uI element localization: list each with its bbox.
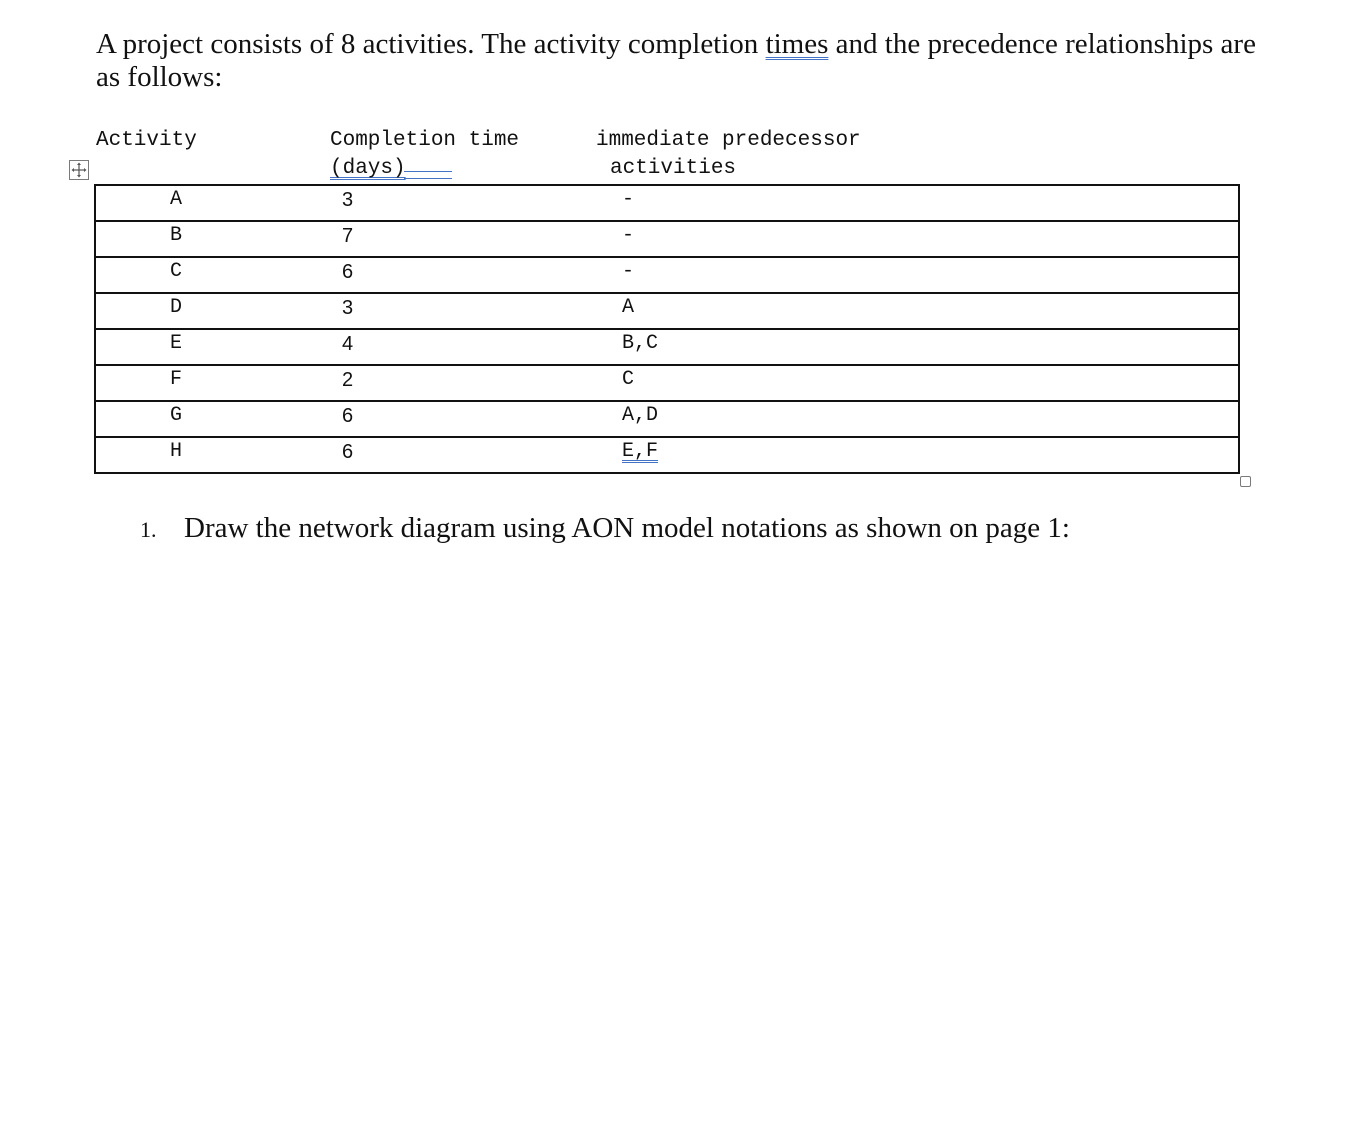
header-predecessor-line2: activities [610,157,737,180]
cell-completion-time [332,437,602,473]
intro-text-part1: A project consists of 8 activities. The activity completion [96,28,766,60]
table-row [95,365,1239,401]
cell-completion-time-text: 6 [342,405,354,427]
table-row [95,437,1239,473]
cell-completion-time-text: 3 [342,297,354,319]
cell-activity [95,185,332,221]
question-1 [140,511,1070,547]
table-row [95,185,1239,221]
cell-completion-time [332,185,602,221]
cell-activity [95,257,332,293]
question-number: 1. [140,517,157,542]
table-row [95,329,1239,365]
cell-completion-time-text: 3 [342,189,354,211]
cell-completion-time [332,401,602,437]
cell-activity-text: E [170,332,183,355]
cell-completion-time [332,257,602,293]
cell-completion-time [332,293,602,329]
cell-activity [95,437,332,473]
cell-activity-text: H [170,440,183,463]
cell-completion-time-text: 4 [342,333,354,355]
cell-predecessors-text: C [622,368,635,391]
cell-predecessors-text: - [622,260,635,283]
cell-activity [95,329,332,365]
cell-activity-text: B [170,224,183,247]
header-completion-time [330,127,519,183]
cell-activity [95,365,332,401]
cell-predecessors-text: A [622,296,635,319]
table-move-handle[interactable] [69,160,89,180]
cell-predecessors-text: E,F [622,440,659,463]
cell-activity-text: D [170,296,183,319]
cell-predecessors [602,293,1239,329]
header-predecessors [596,127,861,183]
cell-activity [95,293,332,329]
intro-paragraph [96,28,1256,94]
cell-completion-time-text: 2 [342,369,354,391]
intro-text-part2: and the precedence relationships are as follows: [96,28,1256,93]
cell-predecessors [602,401,1239,437]
cell-predecessors-text: - [622,224,635,247]
header-predecessor-line1: immediate predecessor [596,129,861,152]
cell-predecessors [602,329,1239,365]
cell-predecessors [602,365,1239,401]
header-completion-line1: Completion time [330,129,520,152]
cell-activity-text: G [170,404,183,427]
cell-predecessors-text: - [622,188,635,211]
question-text: Draw the network diagram using AON model notations as shown on page 1: [184,512,1070,544]
intro-flagged-word: times [765,28,829,60]
cell-activity-text: C [170,260,183,283]
cell-predecessors [602,185,1239,221]
table-resize-handle[interactable] [1240,476,1251,487]
spellcheck-underline-tail [404,171,452,179]
cell-predecessors [602,437,1239,473]
cell-completion-time-text: 7 [342,225,354,247]
move-arrows-icon [70,161,88,179]
cell-predecessors-text: B,C [622,332,659,355]
cell-completion-time-text: 6 [342,441,354,463]
activities-table [94,184,1240,474]
cell-completion-time [332,221,602,257]
cell-activity-text: A [170,188,183,211]
table-row [95,401,1239,437]
cell-activity [95,221,332,257]
header-completion-line2: (days) [330,157,406,180]
cell-predecessors [602,221,1239,257]
table-row [95,221,1239,257]
cell-completion-time [332,329,602,365]
cell-completion-time [332,365,602,401]
cell-completion-time-text: 6 [342,261,354,283]
cell-predecessors [602,257,1239,293]
cell-activity [95,401,332,437]
cell-activity-text: F [170,368,183,391]
table-row [95,257,1239,293]
table-row [95,293,1239,329]
header-activity: Activity [96,129,197,152]
cell-predecessors-text: A,D [622,404,659,427]
